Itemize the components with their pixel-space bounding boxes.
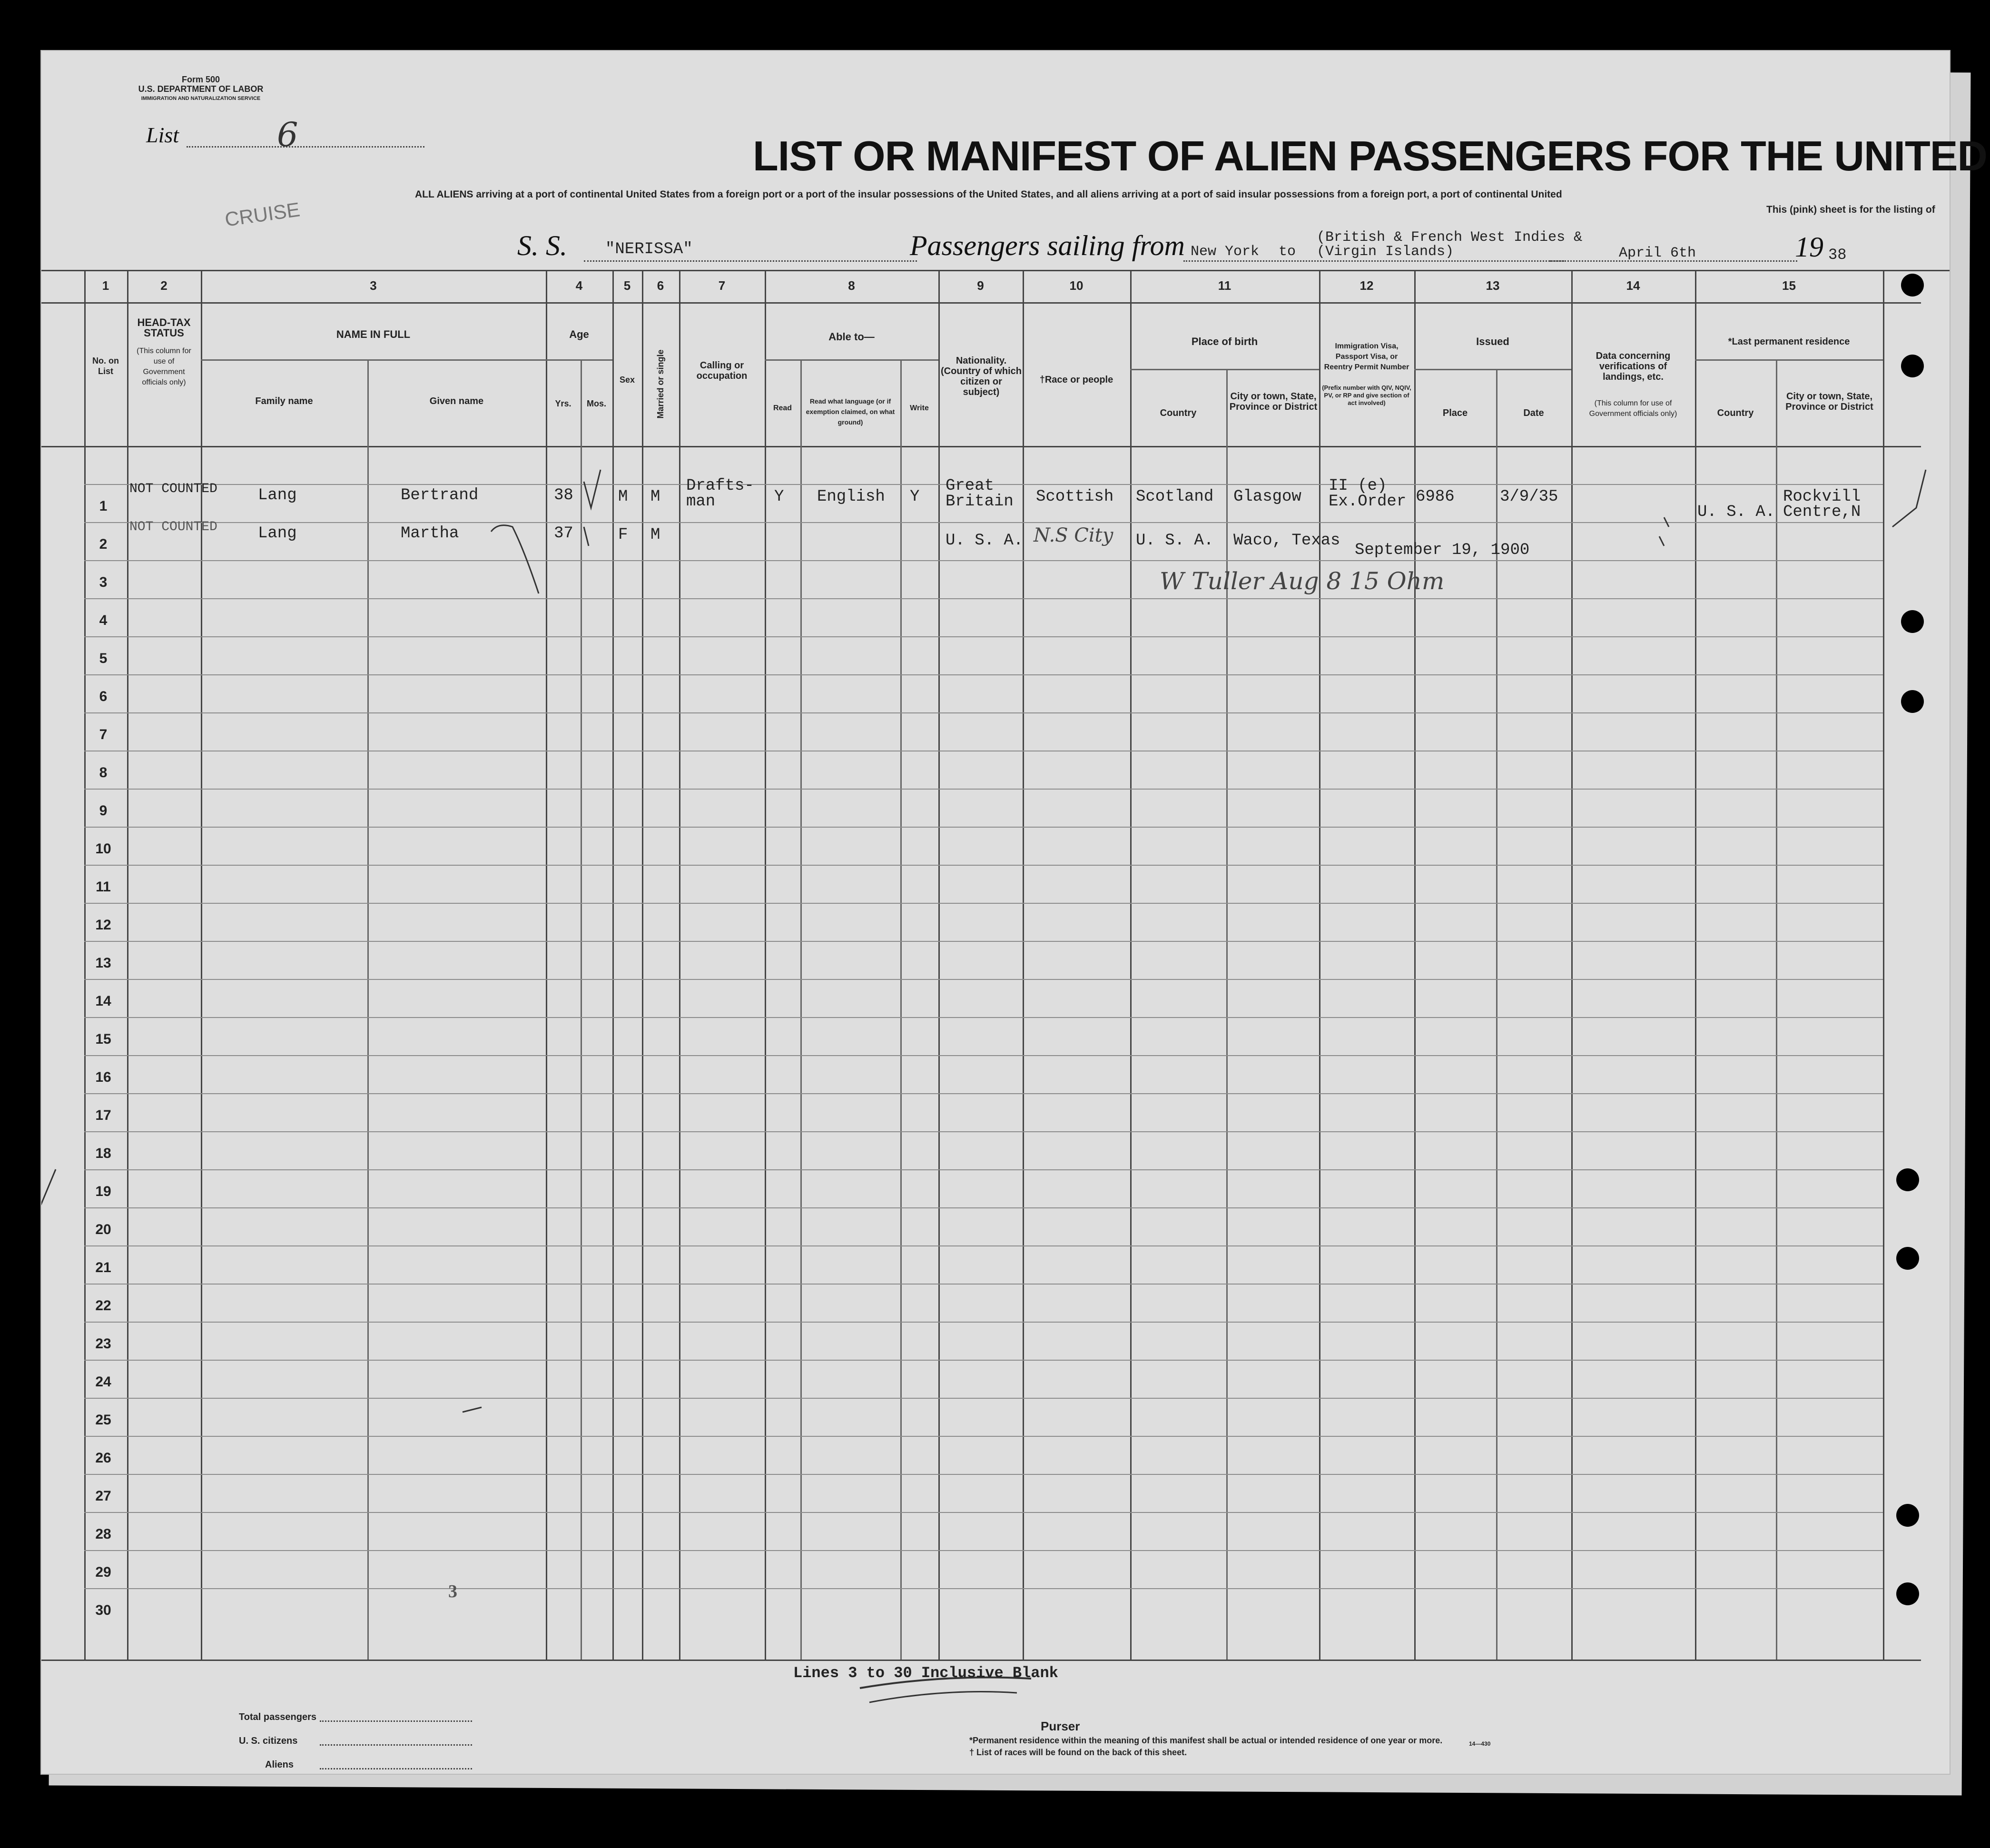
nationality-line-1: Great — [946, 477, 995, 495]
column-number: 1 — [102, 278, 109, 293]
row-number: 19 — [95, 1184, 111, 1199]
race-handwritten: N.S City — [1034, 524, 1113, 546]
destination-1: (British & French West Indies & — [1317, 229, 1583, 246]
ss-label: S. S. — [517, 230, 567, 261]
header-given-name: Given name — [429, 396, 484, 406]
header-write: Write — [910, 404, 929, 412]
row-number: 5 — [99, 651, 108, 666]
column-number: 6 — [657, 278, 664, 293]
header-data-note: (This column for use of Government officials only) — [1589, 399, 1677, 418]
form-code: 14—430 — [1469, 1740, 1491, 1747]
header-nationality: Nationality. (Country of which citizen or subject) — [941, 356, 1022, 397]
subtitle-2: This (pink) sheet is for the listing of — [1766, 204, 1935, 215]
column-number: 15 — [1782, 278, 1796, 293]
row-number: 4 — [99, 613, 108, 628]
header-visa: Immigration Visa, Passport Visa, or Reentry Permit Number — [1324, 342, 1409, 371]
header-issued-date: Date — [1523, 408, 1544, 418]
signature-stroke — [869, 1692, 1017, 1703]
tick-mark — [1659, 536, 1664, 546]
birth-city: Waco, Texas — [1233, 532, 1340, 550]
birth-country: U. S. A. — [1136, 532, 1214, 550]
birth-city: Glasgow — [1233, 488, 1301, 506]
visa-line-1: II (e) — [1329, 477, 1387, 495]
row-number: 2 — [99, 536, 108, 552]
check-mark — [584, 470, 601, 508]
sex: M — [618, 488, 628, 506]
marital-status: M — [650, 526, 660, 544]
row-number: 9 — [99, 803, 108, 819]
header-head-tax-note: (This column for use of Government officials only) — [137, 347, 191, 386]
us-citizens-line — [320, 1744, 472, 1746]
department: U.S. DEPARTMENT OF LABOR — [138, 84, 264, 94]
header-birth-country: Country — [1160, 408, 1197, 418]
row-number: 16 — [95, 1069, 111, 1085]
blank-lines-note: Lines 3 to 30 Inclusive Blank — [793, 1664, 1058, 1682]
head-tax-status: NOT COUNTED — [129, 482, 217, 496]
list-number: 6 — [277, 115, 298, 154]
row-number: 25 — [95, 1412, 111, 1428]
from-port: New York — [1191, 244, 1260, 260]
year-prefix: 19 — [1795, 231, 1823, 263]
pen-stroke — [491, 525, 539, 593]
birth-date: September 19, 1900 — [1355, 541, 1530, 559]
issued-date: 3/9/35 — [1500, 488, 1558, 506]
check-mark — [1892, 470, 1926, 527]
check-mark — [584, 527, 589, 546]
footnote-races: † List of races will be found on the back of this sheet. — [969, 1748, 1187, 1757]
sex: F — [618, 526, 628, 544]
row-number: 28 — [95, 1526, 111, 1542]
row-number: 27 — [95, 1488, 111, 1504]
sailing-date: April 6th — [1619, 245, 1696, 261]
punch-hole — [1901, 355, 1924, 377]
age-years: 38 — [554, 486, 573, 504]
header-mos: Mos. — [586, 399, 606, 408]
row-number: 3 — [99, 574, 108, 590]
header-married: Married or single — [656, 349, 665, 419]
row-number: 12 — [95, 917, 111, 933]
header-head-tax: HEAD-TAX STATUS — [137, 316, 191, 339]
header-birth-city: City or town, State, Province or District — [1229, 391, 1318, 412]
nationality: U. S. A. — [946, 532, 1024, 550]
head-tax-status: NOT COUNTED — [129, 520, 217, 534]
row-number: 8 — [99, 765, 108, 781]
visa-line-2: Ex.Order — [1329, 493, 1407, 511]
list-label: List — [146, 123, 179, 147]
header-read: Read — [773, 404, 792, 412]
family-name: Lang — [258, 486, 297, 504]
row-number: 1 — [99, 498, 108, 514]
total-passengers-label: Total passengers — [239, 1712, 317, 1722]
column-number: 8 — [848, 278, 855, 293]
can-write: Y — [910, 488, 920, 506]
nationality-line-2: Britain — [946, 493, 1014, 511]
header-issued: Issued — [1476, 336, 1509, 347]
handwritten-note: W Tuller Aug 8 15 Ohm — [1160, 567, 1445, 595]
residence-country: U. S. A. — [1697, 503, 1775, 521]
header-calling: Calling or occupation — [696, 360, 748, 381]
race: Scottish — [1036, 488, 1114, 506]
subtitle-1: ALL ALIENS arriving at a port of continental United States from a foreign port or a port of the insular possessions of the United States, and all aliens arriving at a port of said insular possessions from a foreign port, a port of continental United — [415, 189, 1562, 200]
row-number: 17 — [95, 1107, 111, 1123]
given-name: Bertrand — [401, 486, 479, 504]
column-number: 10 — [1069, 278, 1084, 293]
header-sex: Sex — [619, 375, 635, 385]
purser-label: Purser — [1041, 1719, 1080, 1733]
manifest-sheet — [40, 50, 1987, 1775]
header-last-residence: *Last permanent residence — [1728, 336, 1850, 347]
age-years: 37 — [554, 524, 573, 543]
stray-mark: 3 — [448, 1581, 457, 1601]
header-place-of-birth: Place of birth — [1191, 336, 1258, 347]
punch-hole — [1896, 1582, 1919, 1605]
aliens-line — [320, 1768, 472, 1769]
header-no-on-list: No. on List — [92, 356, 119, 376]
punch-hole — [1901, 610, 1924, 633]
header-issued-place: Place — [1442, 408, 1468, 418]
aliens-label: Aliens — [265, 1759, 294, 1770]
row-number: 7 — [99, 727, 108, 742]
family-name: Lang — [258, 524, 297, 543]
header-family-name: Family name — [255, 396, 313, 406]
row-number: 29 — [95, 1564, 111, 1580]
row-number: 18 — [95, 1146, 111, 1161]
row-number: 21 — [95, 1260, 111, 1275]
header-res-country: Country — [1717, 408, 1754, 418]
marital-status: M — [650, 488, 660, 506]
header-able-to: Able to— — [828, 331, 875, 343]
column-number: 12 — [1360, 278, 1374, 293]
header-age: Age — [569, 328, 589, 340]
year-suffix: 38 — [1828, 246, 1847, 264]
header-name-in-full: NAME IN FULL — [336, 328, 411, 340]
header-visa-note: (Prefix number with QIV, NQIV, PV, or RP and give section of act involved) — [1322, 384, 1411, 406]
residence-city-line-1: Rockvill — [1783, 488, 1861, 506]
column-number: 11 — [1218, 278, 1231, 293]
destination-2: (Virgin Islands) — [1317, 244, 1454, 260]
pen-stroke — [463, 1407, 482, 1412]
service: IMMIGRATION AND NATURALIZATION SERVICE — [141, 96, 261, 101]
punch-hole — [1896, 1247, 1919, 1270]
punch-hole — [1896, 1168, 1919, 1191]
header-data-concerning: Data concerning verifications of landings, etc. — [1596, 351, 1671, 382]
punch-hole — [1896, 1504, 1919, 1527]
column-number: 5 — [623, 278, 631, 293]
tick-mark — [1664, 517, 1669, 527]
us-citizens-label: U. S. citizens — [239, 1736, 298, 1746]
row-number: 14 — [95, 993, 111, 1009]
calling-line-2: man — [686, 493, 716, 511]
footnote-residence: *Permanent residence within the meaning of this manifest shall be actual or intended residence of one year or more. — [969, 1736, 1443, 1745]
column-number: 9 — [977, 278, 984, 293]
page-title: LIST OR MANIFEST OF ALIEN PASSENGERS FOR THE UNITED — [753, 132, 1987, 179]
row-number: 20 — [95, 1222, 111, 1237]
column-number: 7 — [718, 278, 726, 293]
row-number: 26 — [95, 1450, 111, 1466]
column-number: 4 — [575, 278, 583, 293]
column-number: 2 — [160, 278, 167, 293]
row-number: 30 — [95, 1602, 111, 1618]
row-number: 6 — [99, 689, 108, 704]
given-name: Martha — [401, 524, 459, 543]
row-number: 22 — [95, 1298, 111, 1314]
pen-marks — [41, 51, 1950, 1774]
residence-city-line-2: Centre,N — [1783, 503, 1861, 521]
language: English — [817, 488, 885, 506]
column-number: 13 — [1486, 278, 1500, 293]
column-number: 14 — [1626, 278, 1640, 293]
header-read-language: Read what language (or if exemption claimed, on what ground) — [806, 397, 895, 426]
row-number: 24 — [95, 1374, 111, 1390]
form-number: Form 500 — [181, 75, 220, 84]
row-number: 15 — [95, 1031, 111, 1047]
birth-country: Scotland — [1136, 488, 1214, 506]
cruise-stamp: CRUISE — [223, 198, 302, 231]
total-passengers-line — [320, 1720, 472, 1722]
ship-name: "NERISSA" — [605, 240, 693, 258]
punch-hole — [1901, 690, 1924, 713]
row-number: 10 — [95, 841, 111, 857]
header-yrs: Yrs. — [555, 399, 571, 408]
header-res-city: City or town, State, Province or District — [1785, 391, 1873, 412]
row-number: 11 — [96, 879, 111, 895]
column-number: 3 — [370, 278, 377, 293]
to-label: to — [1279, 244, 1296, 260]
header-race: †Race or people — [1039, 375, 1113, 385]
issued-place: 6986 — [1416, 488, 1455, 506]
row-number: 23 — [95, 1336, 111, 1352]
row-number: 13 — [95, 955, 111, 971]
calling-line-1: Drafts- — [686, 477, 754, 495]
can-read: Y — [774, 488, 784, 506]
pen-stroke — [41, 1169, 56, 1226]
punch-hole — [1901, 274, 1924, 296]
sailing-label: Passengers sailing from — [910, 230, 1185, 261]
